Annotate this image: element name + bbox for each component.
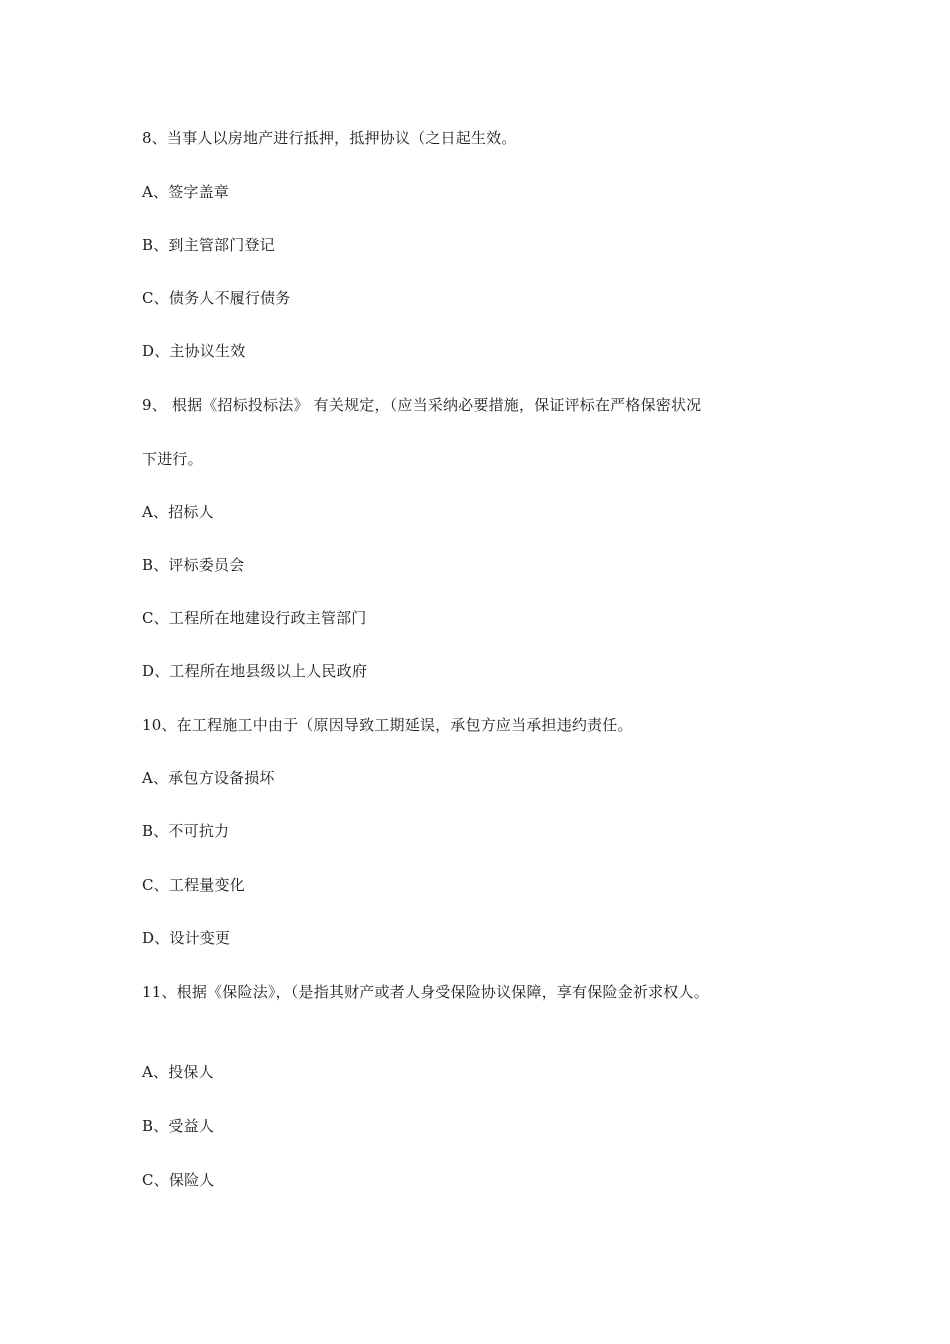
question-10-option-c: C、工程量变化 (142, 876, 245, 894)
question-10-option-d: D、设计变更 (142, 929, 231, 947)
question-9-option-c: C、工程所在地建设行政主管部门 (142, 609, 367, 627)
question-9-option-b: B、评标委员会 (142, 556, 245, 574)
question-8-option-d: D、主协议生效 (142, 342, 246, 360)
question-9-option-d: D、工程所在地县级以上人民政府 (142, 662, 368, 680)
question-9-stem-line-1: 9、 根据《招标投标法》 有关规定，（应当采纳必要措施，保证评标在严格保密状况 (142, 396, 702, 414)
question-11-option-c: C、保险人 (142, 1171, 215, 1189)
question-10-option-a: A、承包方设备损坏 (142, 769, 275, 787)
question-11-option-b: B、受益人 (142, 1117, 215, 1135)
question-10-stem: 10、在工程施工中由于（原因导致工期延误，承包方应当承担违约责任。 (142, 716, 633, 734)
question-11-option-a: A、投保人 (142, 1063, 214, 1081)
question-10-option-b: B、不可抗力 (142, 822, 230, 840)
question-9-stem-line-2: 下进行。 (142, 450, 203, 468)
question-8-option-b: B、到主管部门登记 (142, 236, 275, 254)
question-11-stem: 11、根据《保险法》，（是指其财产或者人身受保险协议保障，享有保险金祈求权人。 (142, 983, 709, 1001)
question-9-option-a: A、招标人 (142, 503, 214, 521)
question-8-option-c: C、债务人不履行债务 (142, 289, 291, 307)
question-8-stem: 8、当事人以房地产进行抵押，抵押协议（之日起生效。 (142, 129, 517, 147)
question-8-option-a: A、签字盖章 (142, 183, 230, 201)
